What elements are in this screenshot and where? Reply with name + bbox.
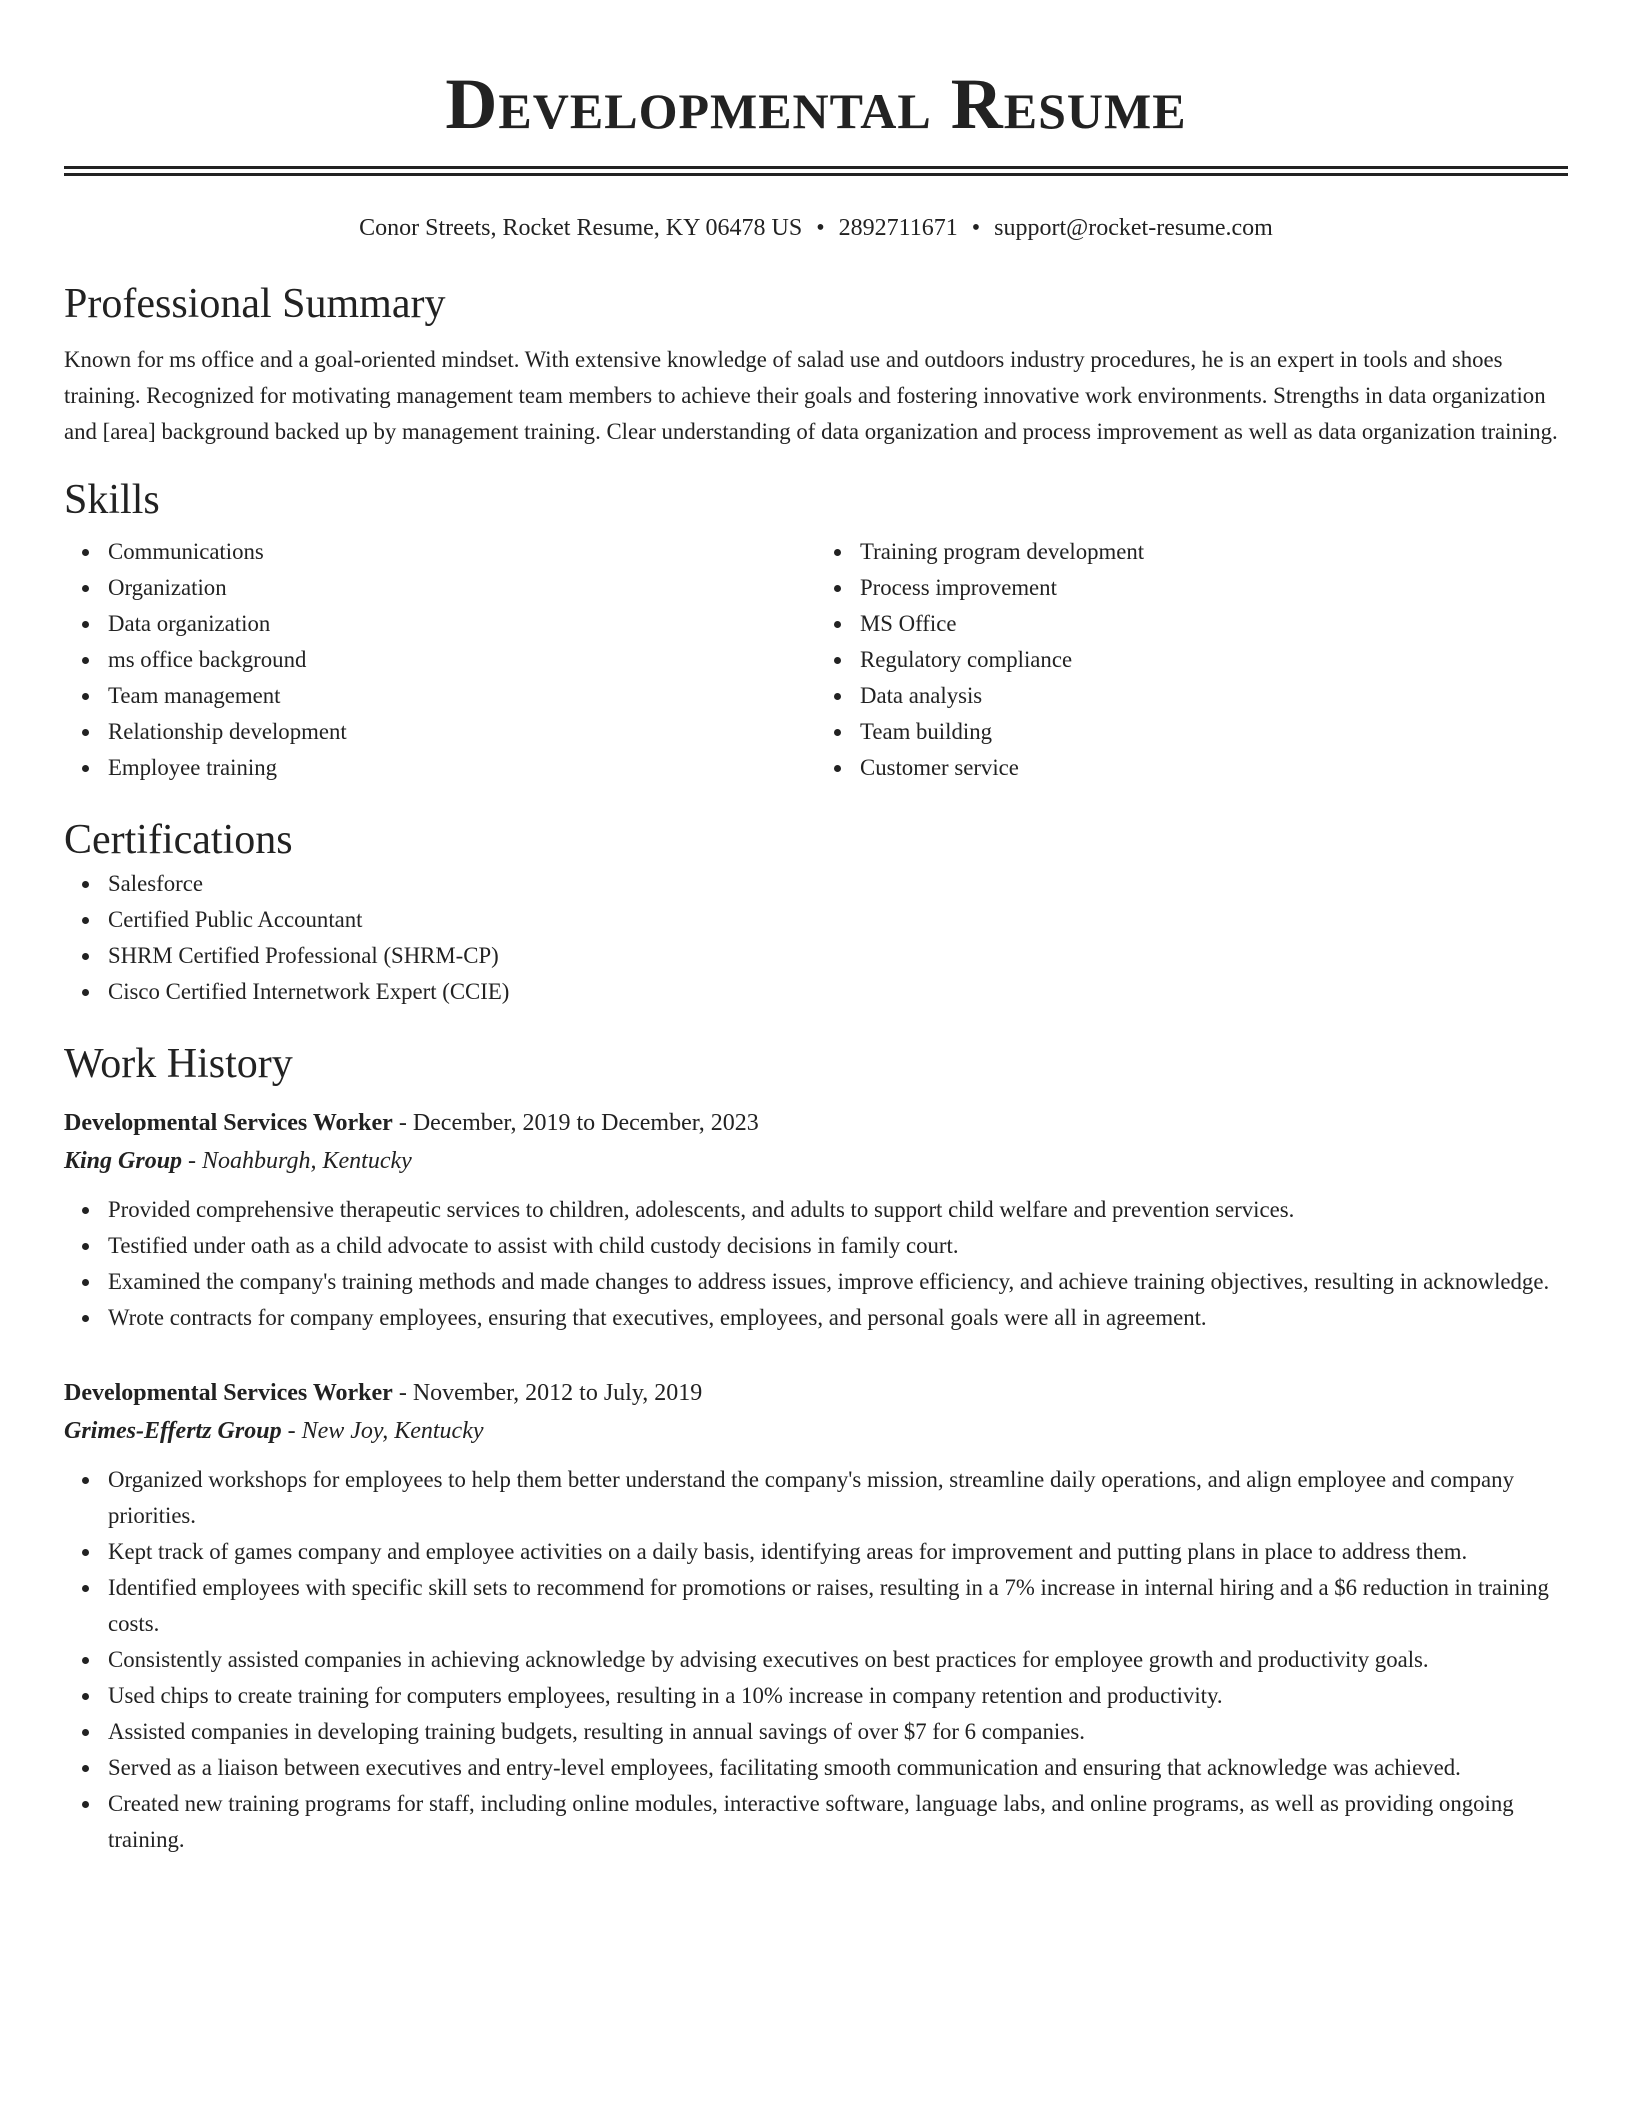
skill-item: Training program development bbox=[860, 534, 1568, 570]
job-bullets bbox=[64, 1192, 1568, 1336]
skill-item: Data analysis bbox=[860, 678, 1568, 714]
section-heading-certifications: Certifications bbox=[64, 817, 293, 863]
job-bullet: Used chips to create training for computers employees, resulting in a 10% increase in company retention and productivity. bbox=[108, 1678, 1568, 1714]
section-heading-skills: Skills bbox=[64, 477, 160, 523]
certification-item: Cisco Certified Internetwork Expert (CCIE) bbox=[108, 974, 1568, 1010]
skills-section bbox=[64, 474, 1568, 786]
skill-item: Customer service bbox=[860, 750, 1568, 786]
job-entry bbox=[64, 1374, 1568, 1858]
jobs-container bbox=[64, 1104, 1568, 1858]
job-bullet: Consistently assisted companies in achieving acknowledge by advising executives on best practices for employee growth and productivity goals. bbox=[108, 1642, 1568, 1678]
company-location: - Noahburgh, Kentucky bbox=[182, 1148, 412, 1174]
skill-item: Team management bbox=[108, 678, 816, 714]
job-bullet: Identified employees with specific skill sets to recommend for promotions or raises, resulting in a 7% increase in internal hiring and a $6 reduction in training costs. bbox=[108, 1570, 1568, 1642]
skills-list-left bbox=[64, 534, 816, 786]
skill-item: Team building bbox=[860, 714, 1568, 750]
skill-item: Organization bbox=[108, 570, 816, 606]
job-bullet: Wrote contracts for company employees, ensuring that executives, employees, and personal goals were all in agreement. bbox=[108, 1300, 1568, 1336]
job-bullet: Examined the company's training methods and made changes to address issues, improve efficiency, and achieve training objectives, resulting in acknowledge. bbox=[108, 1264, 1568, 1300]
job-dates: - December, 2019 to December, 2023 bbox=[392, 1110, 759, 1136]
job-bullet: Kept track of games company and employee activities on a daily basis, identifying areas for improvement and putting plans in place to address them. bbox=[108, 1534, 1568, 1570]
skill-item: Data organization bbox=[108, 606, 816, 642]
section-heading-summary: Professional Summary bbox=[64, 281, 446, 327]
job-bullet: Testified under oath as a child advocate to assist with child custody decisions in family court. bbox=[108, 1228, 1568, 1264]
skill-item: Relationship development bbox=[108, 714, 816, 750]
work-history-section bbox=[64, 1038, 1568, 1858]
job-bullet: Served as a liaison between executives and entry-level employees, facilitating smooth communication and ensuring that acknowledge was achieved. bbox=[108, 1750, 1568, 1786]
skill-item: Process improvement bbox=[860, 570, 1568, 606]
summary-section bbox=[64, 278, 1568, 450]
job-title: Developmental Services Worker bbox=[64, 1380, 393, 1406]
contact-line bbox=[64, 212, 1568, 244]
job-bullets bbox=[64, 1462, 1568, 1858]
job-bullet: Provided comprehensive therapeutic services to children, adolescents, and adults to support child welfare and prevention services. bbox=[108, 1192, 1568, 1228]
section-heading-work-history: Work History bbox=[64, 1041, 293, 1087]
company-name: King Group bbox=[64, 1148, 183, 1174]
skills-column-right bbox=[816, 534, 1568, 786]
company-name: Grimes-Effertz Group bbox=[64, 1418, 282, 1444]
certifications-section bbox=[64, 814, 1568, 1010]
contact-email: support@rocket-resume.com bbox=[994, 215, 1273, 241]
job-title-line bbox=[64, 1374, 1568, 1412]
certification-item: SHRM Certified Professional (SHRM-CP) bbox=[108, 938, 1568, 974]
title-divider bbox=[64, 166, 1568, 176]
certifications-list bbox=[64, 866, 1568, 1010]
job-title: Developmental Services Worker bbox=[64, 1110, 393, 1136]
job-dates: - November, 2012 to July, 2019 bbox=[392, 1380, 703, 1406]
skill-item: Employee training bbox=[108, 750, 816, 786]
skills-list-right bbox=[816, 534, 1568, 786]
company-line bbox=[64, 1142, 1568, 1180]
job-entry bbox=[64, 1104, 1568, 1336]
company-location: - New Joy, Kentucky bbox=[281, 1418, 484, 1444]
job-bullet: Created new training programs for staff, including online modules, interactive software, language labs, and online programs, as well as providing ongoing training. bbox=[108, 1786, 1568, 1858]
job-bullet: Assisted companies in developing training budgets, resulting in annual savings of over $7 for 6 companies. bbox=[108, 1714, 1568, 1750]
company-line bbox=[64, 1412, 1568, 1450]
skill-item: Regulatory compliance bbox=[860, 642, 1568, 678]
contact-phone: 2892711671 bbox=[838, 215, 958, 241]
resume-title: Developmental Resume bbox=[445, 64, 1187, 144]
contact-separator: • bbox=[971, 215, 981, 241]
summary-text: Known for ms office and a goal-oriented mindset. With extensive knowledge of salad use and outdoors industry procedures, he is an expert in tools and shoes training. Recognized for motivating management team members to achieve their goals and fostering innovative work environments. Strengths in data organization and [area] background backed up by management training. Clear understanding of data organization and process improvement as well as data organization training. bbox=[64, 347, 1558, 444]
skills-column-left bbox=[64, 534, 816, 786]
skill-item: ms office background bbox=[108, 642, 816, 678]
contact-separator: • bbox=[816, 215, 825, 241]
skill-item: Communications bbox=[108, 534, 816, 570]
job-title-line bbox=[64, 1104, 1568, 1142]
certification-item: Certified Public Accountant bbox=[108, 902, 1568, 938]
job-bullet: Organized workshops for employees to help them better understand the company's mission, streamline daily operations, and align employee and company priorities. bbox=[108, 1462, 1568, 1534]
contact-address: Conor Streets, Rocket Resume, KY 06478 US bbox=[359, 215, 803, 241]
skills-grid bbox=[64, 534, 1568, 786]
certification-item: Salesforce bbox=[108, 866, 1568, 902]
skill-item: MS Office bbox=[860, 606, 1568, 642]
